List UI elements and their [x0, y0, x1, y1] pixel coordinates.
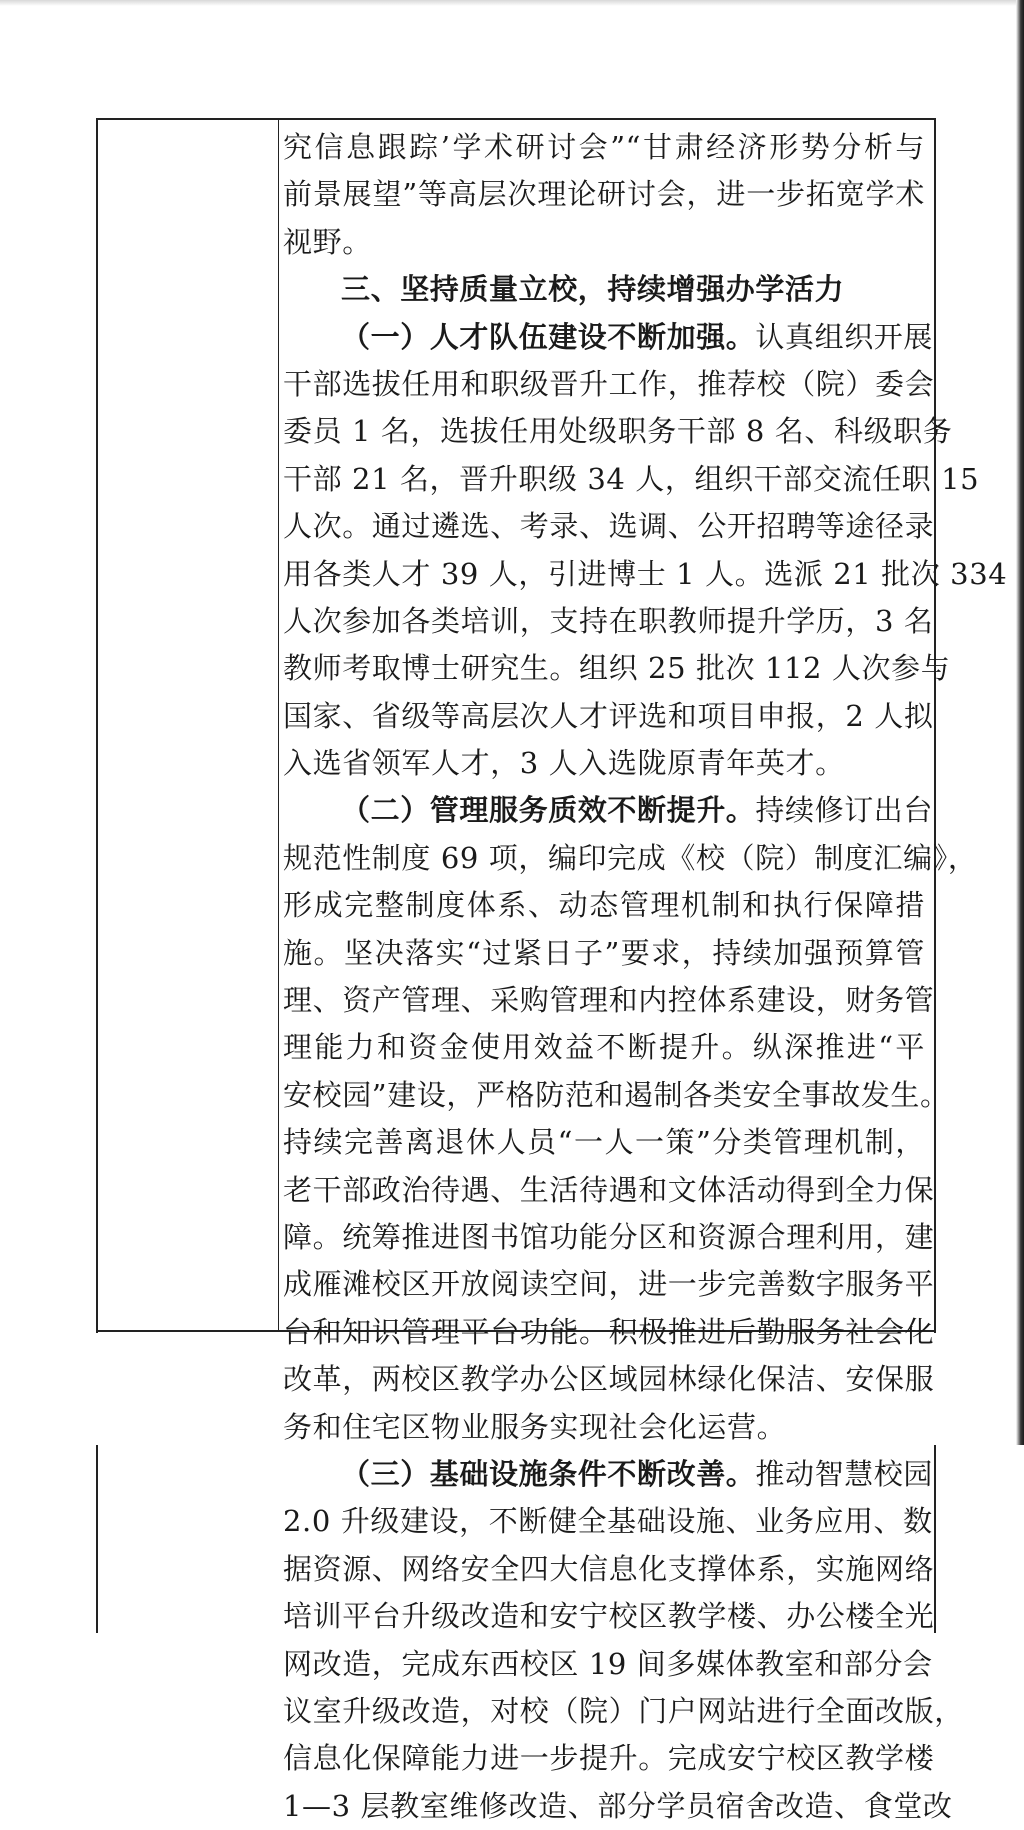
text-line: 人次。通过遴选、考录、选调、公开招聘等途径录	[283, 509, 935, 544]
text-line: 障。统筹推进图书馆功能分区和资源合理利用，建	[283, 1219, 935, 1254]
text-line: 培训平台升级改造和安宁校区教学楼、办公楼全光	[283, 1599, 935, 1634]
text-line: 务和住宅区物业服务实现社会化运营。	[283, 1409, 787, 1444]
text-line: 国家、省级等高层次人才评选和项目申报，2 人拟	[283, 698, 934, 733]
table-content-cell	[283, 124, 1008, 1830]
text-line: 2.0 升级建设，不断健全基础设施、业务应用、数	[283, 1504, 933, 1539]
section-heading: 三、坚持质量立校，持续增强办学活力	[341, 272, 845, 307]
table-column-divider	[278, 118, 279, 1332]
subsection-title: （三）基础设施条件不断改善。	[341, 1456, 756, 1491]
text-line: 究信息跟踪’学术研讨会”“甘肃经济形势分析与	[283, 130, 925, 164]
scan-right-edge	[1016, 0, 1024, 1445]
text-line: 入选省领军人才，3 人入选陇原青年英才。	[283, 746, 845, 781]
text-line: 安校园”建设，严格防范和遏制各类安全事故发生。	[283, 1077, 950, 1112]
text-line: 理能力和资金使用效益不断提升。纵深推进“平	[283, 1030, 925, 1065]
paragraph-first-line	[283, 314, 934, 361]
text-line: 干部选拔任用和职级晋升工作，推荐校（院）委会	[283, 366, 935, 401]
subsection-title: （二）管理服务质效不断提升。	[341, 793, 756, 828]
text-line: 人次参加各类培训，支持在职教师提升学历，3 名	[283, 603, 934, 638]
text-line: 委员 1 名，选拔任用处级职务干部 8 名、科级职务	[283, 414, 953, 449]
subsection-title: （一）人才队伍建设不断加强。	[341, 319, 756, 354]
text-line: 视野。	[283, 224, 372, 259]
text-line: 规范性制度 69 项，编印完成《校（院）制度汇编》，	[283, 840, 978, 875]
text-line: 成雁滩校区开放阅读空间，进一步完善数字服务平	[283, 1267, 935, 1302]
text-line: 用各类人才 39 人，引进博士 1 人。选派 21 批次 334	[283, 556, 1008, 591]
paragraph-first-line	[283, 1451, 934, 1498]
paragraph-first-line	[283, 787, 934, 834]
text-line: 干部 21 名，晋升职级 34 人，组织干部交流任职 15	[283, 461, 980, 496]
text-line: 据资源、网络安全四大信息化支撑体系，实施网络	[283, 1551, 935, 1586]
text-line: 持续完善离退休人员“一人一策”分类管理机制，	[283, 1125, 925, 1160]
text-line: 1—3 层教室维修改造、部分学员宿舍改造、食堂改	[283, 1788, 953, 1823]
text-line: 前景展望”等高层次理论研讨会，进一步拓宽学术	[283, 177, 925, 212]
line-text: 持续修订出台	[755, 793, 934, 828]
line-text: 推动智慧校园	[755, 1456, 934, 1491]
text-line: 台和知识管理平台功能。积极推进后勤服务社会化	[283, 1314, 935, 1349]
text-line: 教师考取博士研究生。组织 25 批次 112 人次参与	[283, 651, 951, 686]
text-line: 信息化保障能力进一步提升。完成安宁校区教学楼	[283, 1741, 935, 1776]
text-line: 形成完整制度体系、动态管理机制和执行保障措	[283, 888, 925, 923]
line-text: 认真组织开展	[755, 319, 934, 354]
text-line: 议室升级改造，对校（院）门户网站进行全面改版，	[283, 1693, 964, 1728]
text-line: 老干部政治待遇、生活待遇和文体活动得到全力保	[283, 1172, 935, 1207]
text-line: 网改造，完成东西校区 19 间多媒体教室和部分会	[283, 1646, 933, 1681]
text-line: 理、资产管理、采购管理和内控体系建设，财务管	[283, 983, 935, 1018]
text-line: 改革，两校区教学办公区域园林绿化保洁、安保服	[283, 1362, 935, 1397]
scan-top-edge	[0, 0, 1024, 6]
text-line: 施。坚决落实“过紧日子”要求，持续加强预算管	[283, 935, 925, 970]
